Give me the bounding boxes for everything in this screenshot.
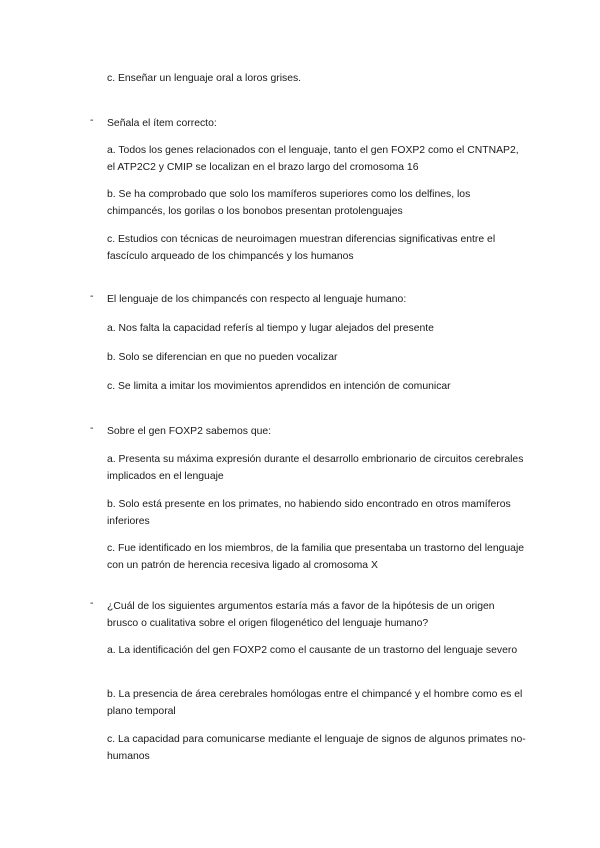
question-3-option-c: c. Fue identificado en los miembros, de la familia que presentaba un trastorno del lenguaje con un patrón de herencia recesiva ligado al cromosoma X [107, 543, 525, 571]
question-3-bullet: - [90, 423, 94, 434]
question-4-option-a: a. La identificación del gen FOXP2 como el causante de un trastorno del lenguaje severo [107, 645, 518, 656]
question-2-bullet: - [90, 291, 94, 302]
question-4-stem: ¿Cuál de los siguientes argumentos estaría más a favor de la hipótesis de un origen brusco o cualitativa sobre el origen filogenético del lenguaje humano? [107, 601, 495, 629]
question-1-bullet: - [90, 115, 94, 126]
question-2-option-b: b. Solo se diferencian en que no pueden vocalizar [107, 352, 338, 363]
question-3-stem: Sobre el gen FOXP2 sabemos que: [107, 426, 272, 437]
question-3-option-b: b. Solo está presente en los primates, no habiendo sido encontrado en otros mamíferos inferiores [107, 499, 511, 527]
previous-option-c: c. Enseñar un lenguaje oral a loros grises. [107, 73, 302, 84]
question-4-bullet: - [90, 598, 94, 609]
question-1-option-b: b. Se ha comprobado que solo los mamíferos superiores como los delfines, los chimpancés, los gorilas o los bonobos presentan protolenguajes [107, 189, 471, 217]
question-4-option-b: b. La presencia de área cerebrales homólogas entre el chimpancé y el hombre como es el plano temporal [107, 689, 523, 717]
question-3-option-a: a. Presenta su máxima expresión durante el desarrollo embrionario de circuitos cerebrales implicados en el lenguaje [107, 454, 524, 482]
question-2-stem: El lenguaje de los chimpancés con respecto al lenguaje humano: [107, 294, 407, 305]
question-4-option-c: c. La capacidad para comunicarse mediante el lenguaje de signos de algunos primates no-humanos [107, 734, 526, 762]
question-1-option-a: a. Todos los genes relacionados con el lenguaje, tanto el gen FOXP2 como el CNTNAP2, el ATP2C2 y CMIP se localizan en el brazo largo del cromosoma 16 [107, 145, 519, 173]
question-2-option-a: a. Nos falta la capacidad referís al tiempo y lugar alejados del presente [107, 323, 434, 334]
question-1-option-c: c. Estudios con técnicas de neuroimagen muestran diferencias significativas entre el fascículo arqueado de los chimpancés y los humanos [107, 234, 496, 262]
question-1-stem: Señala el ítem correcto: [107, 118, 217, 129]
question-2-option-c: c. Se limita a imitar los movimientos aprendidos en intención de comunicar [107, 381, 451, 392]
